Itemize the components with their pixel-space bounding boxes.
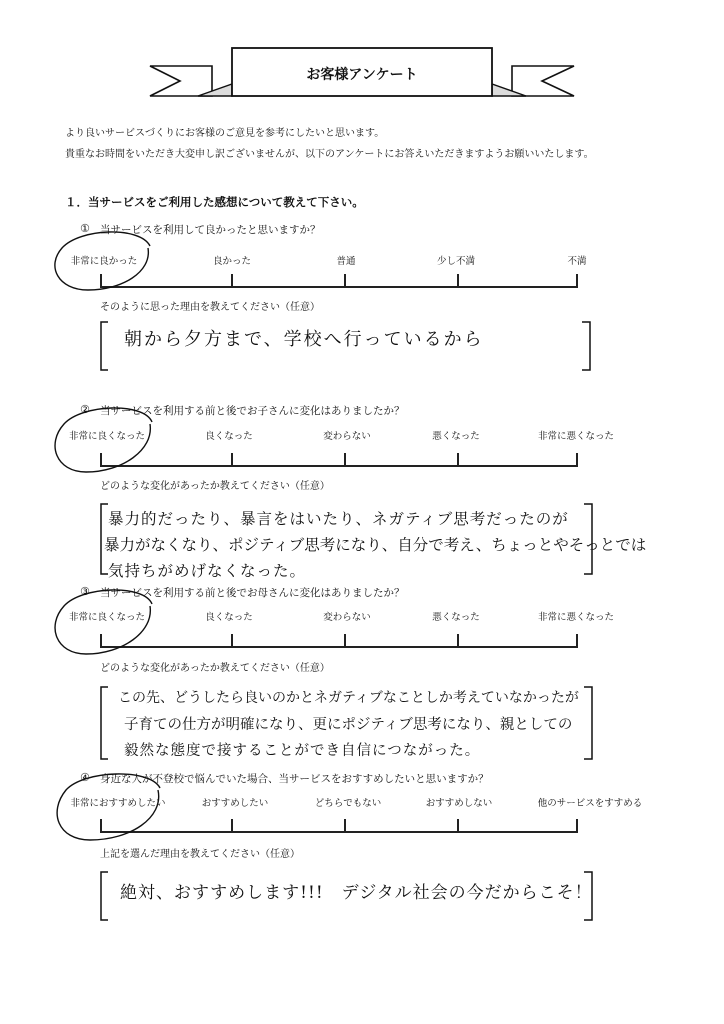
option-label[interactable]: 悪くなった <box>432 431 480 442</box>
rating-scale[interactable] <box>100 632 578 648</box>
handwritten-answer-line: 暴力がなくなり、ポジティブ思考になり、自分で考え、ちょっとやそっとでは <box>104 536 647 554</box>
question-text: 当サービスを利用する前と後でお母さんに変化はありましたか？ <box>100 587 405 599</box>
selection-circle-mark <box>40 584 162 662</box>
option-label[interactable]: 非常に良くなった <box>68 431 146 442</box>
option-label[interactable]: 良かった <box>212 256 252 267</box>
option-label[interactable]: 普通 <box>336 256 356 267</box>
option-label[interactable]: 悪くなった <box>432 612 480 623</box>
selection-circle-mark <box>40 228 160 300</box>
handwritten-answer-line: 子育ての仕方が明確になり、更にポジティブ思考になり、親としての <box>124 717 573 733</box>
option-label[interactable]: おすすめしたい <box>201 798 269 809</box>
handwritten-answer-line: 毅然な態度で接することができ自信につながった。 <box>124 743 481 759</box>
option-label[interactable]: 非常に悪くなった <box>537 431 615 442</box>
option-label[interactable]: 少し不満 <box>436 256 476 267</box>
handwritten-answer-line: 気持ちがめげなくなった。 <box>108 562 307 580</box>
page-title: お客様アンケート <box>306 67 418 83</box>
selection-circle-mark <box>40 768 180 848</box>
option-label[interactable]: 非常におすすめしたい <box>70 798 166 809</box>
question-number: ④ <box>80 771 90 784</box>
rating-scale[interactable] <box>100 451 578 467</box>
option-label[interactable]: 良くなった <box>205 431 253 442</box>
option-label[interactable]: 非常に良くなった <box>68 612 146 623</box>
option-label[interactable]: 不満 <box>567 256 587 267</box>
reason-label: そのように思った理由を教えてください（任意） <box>100 302 320 313</box>
question-text: 身近な人が不登校で悩んでいた場合、当サービスをおすすめしたいと思いますか？ <box>100 773 489 785</box>
handwritten-answer-line: 暴力的だったり、暴言をはいたり、ネガティブ思考だったのが <box>108 510 569 528</box>
option-label[interactable]: 非常に悪くなった <box>537 612 615 623</box>
question-text: 当サービスを利用する前と後でお子さんに変化はありましたか？ <box>100 405 405 417</box>
option-label[interactable]: 変わらない <box>323 612 371 623</box>
reason-label: どのような変化があったか教えてください（任意） <box>100 663 330 674</box>
question-number: ③ <box>80 585 90 598</box>
handwritten-answer-line: この先、どうしたら良いのかとネガティブなことしか考えていなかったが <box>118 690 579 706</box>
title-banner <box>0 0 724 110</box>
reason-label: 上記を選んだ理由を教えてください（任意） <box>100 849 300 860</box>
question-number: ① <box>80 222 90 235</box>
handwritten-answer: 朝から夕方まで、学校へ行っているから <box>124 329 484 350</box>
reason-label: どのような変化があったか教えてください（任意） <box>100 481 330 492</box>
intro-line-1: より良いサービスづくりにお客様のご意見を参考にしたいと思います。 <box>65 128 385 139</box>
question-text: 当サービスを利用して良かったと思いますか？ <box>100 224 321 236</box>
option-label[interactable]: 良くなった <box>205 612 253 623</box>
section-heading: １．当サービスをご利用した感想について教えて下さい。 <box>65 195 364 209</box>
option-label[interactable]: 変わらない <box>323 431 371 442</box>
option-label[interactable]: おすすめしない <box>425 798 493 809</box>
rating-scale[interactable] <box>100 272 578 288</box>
handwritten-answer: 絶対、おすすめします!!! デジタル社会の今だからこそ！ <box>120 883 593 903</box>
selection-circle-mark <box>40 402 160 480</box>
option-label[interactable]: どちらでもない <box>314 798 382 809</box>
option-label[interactable]: 他のサービスをすすめる <box>537 798 643 809</box>
option-label[interactable]: 非常に良かった <box>70 256 138 267</box>
question-number: ② <box>80 403 90 416</box>
intro-line-2: 貴重なお時間をいただき大変申し訳ございませんが、以下のアンケートにお答えいただきますようお願いいたします。 <box>65 149 594 160</box>
